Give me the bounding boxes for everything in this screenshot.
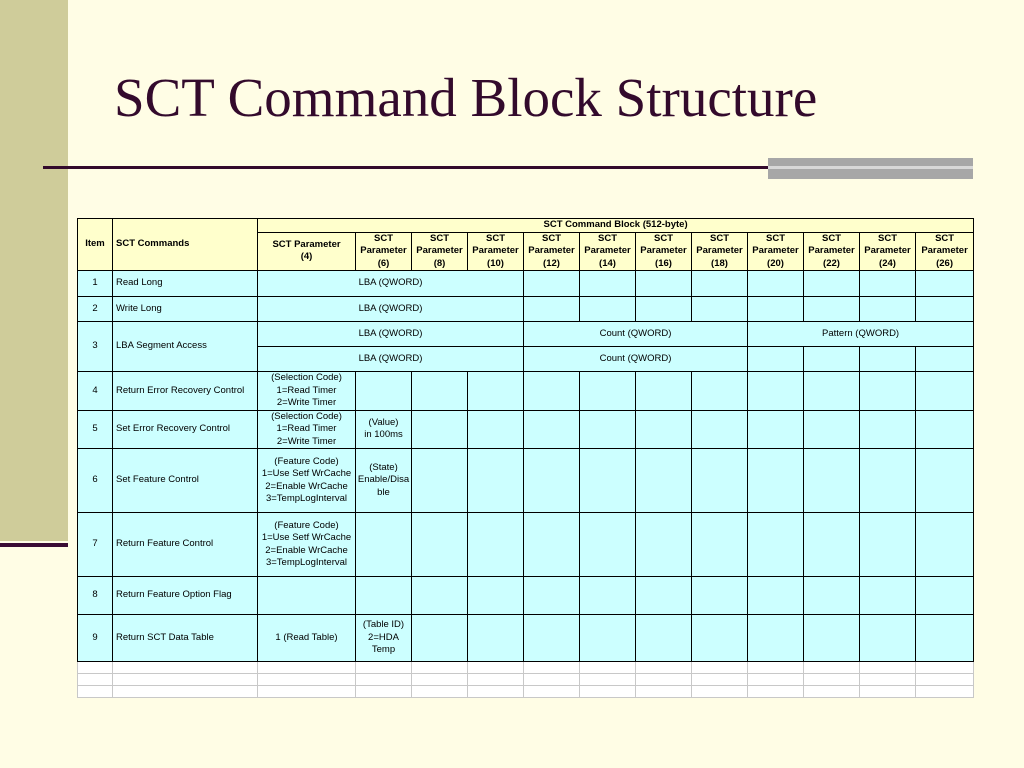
param-cell	[748, 513, 804, 577]
header-param-22	[804, 232, 860, 271]
param-line: 2=Enable WrCache	[265, 480, 348, 492]
param-cell	[412, 372, 468, 411]
param-cell	[636, 577, 692, 615]
empty-row	[78, 662, 974, 674]
param-cell	[258, 577, 356, 615]
param-cell	[524, 372, 580, 411]
param-line: 2=HDA	[368, 631, 399, 643]
header-param-number: (20)	[767, 257, 784, 269]
param-cell	[692, 615, 748, 662]
param-cell	[916, 410, 974, 449]
param-cell	[636, 410, 692, 449]
header-param-label: SCT	[710, 232, 729, 244]
header-param-label: Parameter	[921, 245, 968, 256]
param-cell	[636, 513, 692, 577]
header-param-number: (8)	[433, 257, 446, 269]
param-cell	[580, 615, 636, 662]
param-cell	[468, 449, 524, 513]
param-cell	[804, 615, 860, 662]
param-cell	[860, 271, 916, 297]
header-param-6	[356, 232, 412, 271]
param-cell	[524, 577, 580, 615]
table-row	[78, 615, 974, 662]
header-param-number: (10)	[487, 257, 504, 269]
param-cell	[356, 410, 412, 449]
param-line: ble	[377, 486, 390, 498]
header-param-4	[258, 232, 356, 271]
param-cell	[916, 372, 974, 411]
param-cell	[580, 372, 636, 411]
empty-row	[78, 686, 974, 698]
param-cell	[258, 513, 356, 577]
param-cell	[692, 449, 748, 513]
header-param-label: Parameter	[416, 245, 463, 256]
table-row	[78, 577, 974, 615]
title-underline	[43, 166, 769, 169]
sct-command-block-table	[77, 218, 974, 698]
param-cell	[412, 615, 468, 662]
param-line: 2=Enable WrCache	[265, 544, 348, 556]
param-line: 3=TempLogInterval	[265, 557, 348, 568]
param-cell	[524, 513, 580, 577]
table-row	[78, 449, 974, 513]
header-command-block: SCT Command Block (512-byte)	[258, 219, 974, 233]
header-param-label: SCT	[654, 232, 673, 244]
item-number: 1	[78, 271, 113, 297]
param-cell	[692, 297, 748, 322]
item-number: 9	[78, 615, 113, 662]
header-param-label: SCT	[822, 232, 841, 244]
param-cell: Count (QWORD)	[524, 322, 748, 347]
param-cell	[468, 577, 524, 615]
param-line: (State)	[369, 461, 398, 473]
table-row	[78, 513, 974, 577]
command-name: Return Feature Control	[113, 513, 258, 577]
param-cell	[580, 271, 636, 297]
param-cell	[692, 271, 748, 297]
header-param-10	[468, 232, 524, 271]
header-param-label: Parameter	[584, 245, 631, 256]
param-cell	[916, 513, 974, 577]
param-cell: LBA (QWORD)	[258, 347, 524, 372]
param-cell	[860, 577, 916, 615]
param-cell	[804, 347, 860, 372]
param-line: (Selection Code)	[271, 372, 342, 383]
param-cell	[916, 347, 974, 372]
param-cell	[524, 297, 580, 322]
slide-title: SCT Command Block Structure	[114, 67, 818, 128]
param-cell	[258, 372, 356, 411]
command-name: Return SCT Data Table	[113, 615, 258, 662]
header-param-label: Parameter	[360, 245, 407, 256]
param-cell: Count (QWORD)	[524, 347, 748, 372]
header-param-number: (18)	[711, 257, 728, 269]
item-number: 6	[78, 449, 113, 513]
header-param-label: Parameter	[696, 245, 743, 256]
param-cell: 1 (Read Table)	[258, 615, 356, 662]
header-param-8	[412, 232, 468, 271]
header-param-number: (16)	[655, 257, 672, 269]
param-cell	[356, 615, 412, 662]
param-cell	[692, 372, 748, 411]
item-number: 4	[78, 372, 113, 411]
header-param-label: SCT	[430, 232, 449, 244]
header-param-26	[916, 232, 974, 271]
param-cell	[860, 449, 916, 513]
header-param-label: SCT	[374, 232, 393, 244]
param-cell	[692, 410, 748, 449]
header-param-number: (22)	[823, 257, 840, 269]
param-cell	[916, 577, 974, 615]
param-cell	[916, 449, 974, 513]
param-cell	[748, 577, 804, 615]
param-cell: LBA (QWORD)	[258, 297, 524, 322]
param-cell	[916, 615, 974, 662]
param-line: 1=Use Setf WrCache	[261, 532, 352, 543]
header-param-label: Parameter	[752, 245, 799, 256]
command-name: Set Feature Control	[113, 449, 258, 513]
param-cell	[356, 372, 412, 411]
param-cell: LBA (QWORD)	[258, 322, 524, 347]
param-cell	[860, 347, 916, 372]
param-cell	[748, 347, 804, 372]
param-cell	[860, 615, 916, 662]
header-param-18	[692, 232, 748, 271]
header-param-number: (12)	[543, 257, 560, 269]
param-line: (Table ID)	[362, 619, 405, 631]
param-cell	[524, 449, 580, 513]
left-band-lower-area	[0, 541, 68, 768]
param-cell	[860, 372, 916, 411]
header-param-label: Parameter	[528, 245, 575, 256]
param-cell	[580, 513, 636, 577]
param-cell	[524, 615, 580, 662]
param-cell	[804, 513, 860, 577]
header-param-24	[860, 232, 916, 271]
param-cell	[580, 449, 636, 513]
item-number: 8	[78, 577, 113, 615]
param-cell	[412, 577, 468, 615]
command-name: Read Long	[113, 271, 258, 297]
param-cell	[804, 372, 860, 411]
param-line: (Feature Code)	[274, 519, 339, 531]
param-cell	[468, 615, 524, 662]
param-cell	[748, 449, 804, 513]
param-line: 2=Write Timer	[276, 397, 337, 408]
param-cell	[258, 449, 356, 513]
command-name: LBA Segment Access	[113, 322, 258, 372]
param-cell	[468, 372, 524, 411]
param-cell	[580, 297, 636, 322]
param-cell	[356, 577, 412, 615]
param-cell	[580, 410, 636, 449]
command-name: Write Long	[113, 297, 258, 322]
header-param-label: SCT	[878, 232, 897, 244]
header-param-20	[748, 232, 804, 271]
header-param-number: (6)	[377, 257, 390, 269]
param-cell: Pattern (QWORD)	[748, 322, 974, 347]
header-param-number: (14)	[599, 257, 616, 269]
header-param-label: SCT	[766, 232, 785, 244]
param-cell	[748, 297, 804, 322]
table-row	[78, 372, 974, 411]
param-line: 1=Read Timer	[276, 423, 337, 434]
param-line: 2=Write Timer	[276, 435, 337, 447]
param-cell	[804, 577, 860, 615]
param-cell	[692, 577, 748, 615]
param-cell	[524, 410, 580, 449]
param-cell	[468, 410, 524, 449]
param-cell	[412, 410, 468, 449]
param-line: Temp	[371, 644, 396, 656]
header-sct-commands: SCT Commands	[113, 219, 258, 271]
header-item: Item	[78, 219, 113, 271]
header-param-label: Parameter	[472, 245, 519, 256]
param-cell	[580, 577, 636, 615]
header-row-1	[78, 219, 974, 233]
param-cell	[636, 297, 692, 322]
table-row	[78, 410, 974, 449]
param-cell: LBA (QWORD)	[258, 271, 524, 297]
param-line: Enable/Disa	[357, 474, 410, 486]
param-cell	[916, 297, 974, 322]
header-param-label: SCT	[542, 232, 561, 244]
header-param-number: (26)	[936, 257, 954, 269]
command-name: Set Error Recovery Control	[113, 410, 258, 449]
param-cell	[748, 372, 804, 411]
param-cell	[412, 513, 468, 577]
param-cell	[860, 410, 916, 449]
param-line: (Selection Code)	[271, 410, 342, 422]
param-cell	[636, 449, 692, 513]
header-param-16	[636, 232, 692, 271]
table-row	[78, 271, 974, 297]
param-cell	[804, 449, 860, 513]
header-param-14	[580, 232, 636, 271]
header-param-4-line2: (4)	[300, 251, 313, 263]
param-cell	[860, 513, 916, 577]
param-line: 3=TempLogInterval	[265, 493, 348, 504]
empty-row	[78, 674, 974, 686]
header-param-4-line1: SCT Parameter	[272, 238, 341, 250]
header-param-label: SCT	[598, 232, 617, 244]
table-row	[78, 297, 974, 322]
param-cell	[636, 615, 692, 662]
title-underline-gray-block	[768, 158, 973, 179]
table-row	[78, 322, 974, 347]
param-cell	[748, 615, 804, 662]
param-cell	[804, 297, 860, 322]
left-accent-line	[0, 543, 68, 547]
param-cell	[748, 271, 804, 297]
header-param-number: (24)	[879, 257, 896, 269]
param-cell	[748, 410, 804, 449]
item-number: 7	[78, 513, 113, 577]
header-param-label: Parameter	[808, 245, 855, 256]
param-cell	[412, 449, 468, 513]
param-cell	[916, 271, 974, 297]
param-line: in 100ms	[364, 429, 403, 441]
param-cell	[804, 271, 860, 297]
header-param-label: Parameter	[864, 245, 911, 256]
item-number: 2	[78, 297, 113, 322]
param-line: 1=Use Setf WrCache	[261, 468, 352, 479]
param-cell	[356, 449, 412, 513]
param-line: (Feature Code)	[274, 455, 339, 467]
param-cell	[860, 297, 916, 322]
header-param-label: Parameter	[640, 245, 687, 256]
param-cell	[636, 271, 692, 297]
param-cell	[524, 271, 580, 297]
header-param-12	[524, 232, 580, 271]
param-cell	[468, 513, 524, 577]
header-param-label: SCT	[935, 232, 955, 244]
command-name: Return Error Recovery Control	[113, 372, 258, 411]
param-cell	[804, 410, 860, 449]
param-cell	[258, 410, 356, 449]
header-param-label: SCT	[486, 232, 505, 244]
command-name: Return Feature Option Flag	[113, 577, 258, 615]
param-cell	[356, 513, 412, 577]
param-line: (Value)	[368, 416, 399, 428]
param-line: 1=Read Timer	[276, 384, 337, 396]
param-cell	[692, 513, 748, 577]
item-number: 3	[78, 322, 113, 372]
item-number: 5	[78, 410, 113, 449]
param-cell	[636, 372, 692, 411]
